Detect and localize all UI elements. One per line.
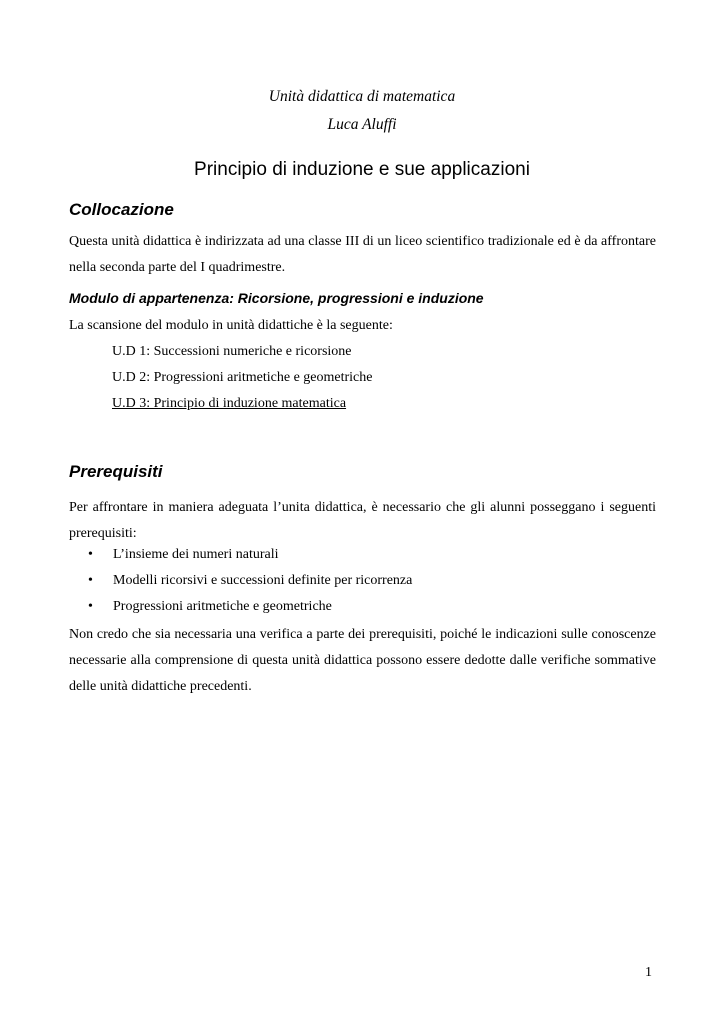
modulo-heading: Modulo di appartenenza: Ricorsione, progressioni e induzione: [69, 290, 484, 306]
section-heading-collocazione: Collocazione: [69, 200, 174, 219]
page-title: Principio di induzione e sue applicazioni: [194, 159, 530, 180]
prerequisite-label: Modelli ricorsivi e successioni definite per ricorrenza: [113, 573, 413, 588]
section-heading-prerequisiti: Prerequisiti: [69, 462, 163, 481]
unit-list-item: U.D 1: Successioni numeriche e ricorsione: [112, 344, 352, 359]
prerequisite-label: L’insieme dei numeri naturali: [113, 547, 279, 562]
unit-list-item: U.D 2: Progressioni aritmetiche e geometriche: [112, 370, 373, 385]
unit-list-item-current: U.D 3: Principio di induzione matematica: [112, 396, 347, 411]
prerequisiti-note-paragraph: Non credo che sia necessaria una verifica a parte dei prerequisiti, poiché le indicazioni sulle conoscenze necessarie alla comprensione di questa unità didattica possono essere dedotte dalle verifiche sommative delle unità didattiche precedenti.: [69, 627, 656, 694]
modulo-intro-text: La scansione del modulo in unità didattiche è la seguente:: [69, 318, 393, 333]
bullet-icon: •: [88, 573, 93, 588]
author-name: Luca Aluffi: [327, 116, 397, 133]
collocazione-paragraph: Questa unità didattica è indirizzata ad una classe III di un liceo scientifico tradizionale ed è da affrontare nella seconda parte del I quadrimestre.: [69, 234, 656, 275]
prerequisite-list-item: [88, 573, 412, 589]
prerequisiti-intro-paragraph: Per affrontare in maniera adeguata l’unita didattica, è necessario che gli alunni posseggano i seguenti prerequisiti:: [69, 500, 656, 541]
page-number: 1: [645, 965, 652, 980]
unit-subtitle: Unità didattica di matematica: [268, 88, 456, 105]
prerequisite-list-item: [88, 599, 332, 615]
bullet-icon: •: [88, 599, 93, 614]
prerequisite-label: Progressioni aritmetiche e geometriche: [113, 599, 332, 614]
bullet-icon: •: [88, 547, 93, 562]
prerequisite-list-item: [88, 547, 279, 563]
